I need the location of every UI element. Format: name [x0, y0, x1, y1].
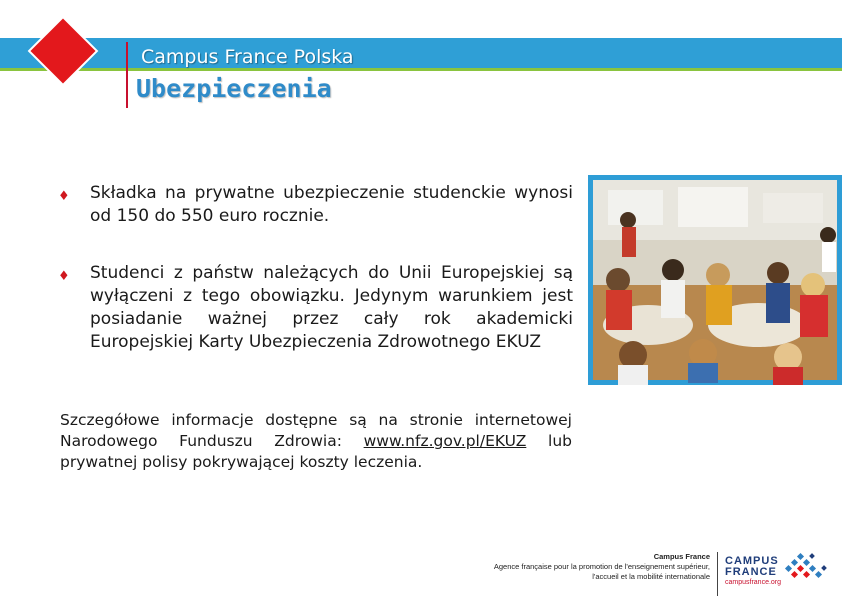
footer-agency-text [470, 552, 710, 582]
logo-line-3: campusfrance.org [725, 579, 782, 586]
org-name: Campus France Polska [141, 46, 354, 68]
bullet-item [58, 262, 573, 382]
campus-france-logo-icon [780, 552, 830, 582]
footer-line-3: l'accueil et la mobilité internationale [592, 572, 710, 581]
bullet-diamond-icon: ♦ [58, 189, 70, 204]
info-paragraph [60, 410, 572, 473]
info-text-after: lub prywatnej polisy pokrywającej koszty leczenia. [60, 432, 572, 471]
page-title: Ubezpieczenia [136, 74, 332, 103]
footer-divider [717, 552, 718, 596]
bullet-text: Składka na prywatne ubezpieczenie studenckie wynosi od 150 do 550 euro rocznie. [90, 183, 573, 226]
info-text-before: Szczegółowe informacje dostępne są na stronie internetowej Narodowego Funduszu Zdrowia: [60, 411, 572, 450]
footer-line-1: Campus France [653, 552, 710, 561]
bullet-item [58, 182, 573, 232]
logo-line-1: CAMPUS [725, 555, 779, 567]
nfz-link[interactable]: www.nfz.gov.pl/EKUZ [363, 432, 527, 450]
header-divider [126, 42, 128, 108]
logo-line-2: FRANCE [725, 566, 777, 578]
footer-line-2: Agence française pour la promotion de l'enseignement supérieur, [493, 562, 710, 571]
students-cafeteria-photo [588, 175, 842, 385]
bullet-diamond-icon: ♦ [58, 269, 70, 284]
campus-france-logo [725, 556, 781, 588]
bullet-text: Studenci z państw należących do Unii Europejskiej są wyłączeni z tego obowiązku. Jedynym warunkiem jest posiadanie ważnej przez cały rok akademicki Europejskiej Karty Ubezpieczenia Zdrowotnego EKUZ [90, 263, 573, 352]
red-diamond-logo [30, 18, 95, 83]
